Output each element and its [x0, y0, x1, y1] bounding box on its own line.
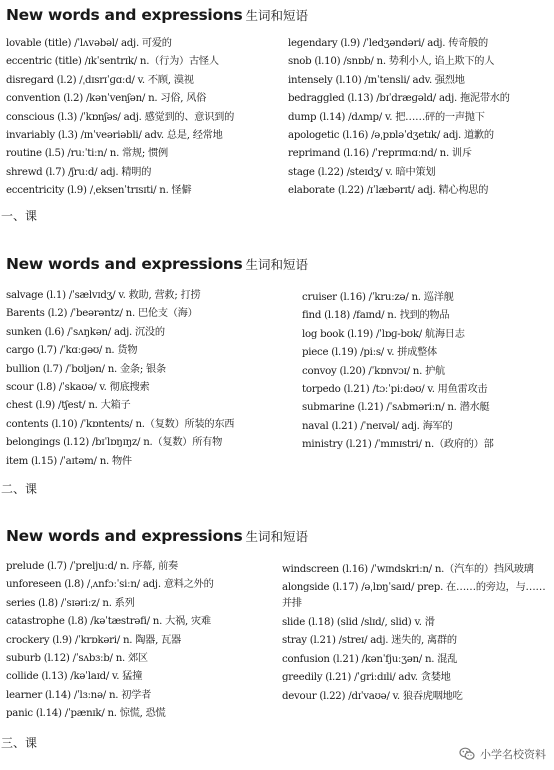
vocab-entry: convoy (l.20) /ˈkɒnvɔɪ/ n. 护航 [302, 365, 445, 377]
vocab-entry: panic (l.14) /ˈpænɪk/ n. 惊慌, 恐慌 [6, 708, 166, 720]
vocab-entry: stage (l.22) /steɪdʒ/ v. 暗中策划 [288, 166, 436, 178]
vocab-entry: eccentricity (l.9) /ˌeksenˈtrɪsɪti/ n. 怪僻 [6, 185, 192, 197]
section-heading: New words and expressions 生词和短语 [6, 527, 308, 545]
vocab-entry: chest (l.9) /tʃest/ n. 大箱子 [6, 400, 131, 412]
vocab-entry: conscious (l.3) /ˈkɒnʃəs/ adj. 感觉到的、意识到的 [6, 111, 235, 123]
right-column [282, 562, 548, 706]
vocab-entry: piece (l.19) /piːs/ v. 拼成整体 [302, 347, 437, 359]
vocab-entry: Barents (l.2) /ˈbeərəntz/ n. 巴伦支（海） [6, 308, 198, 320]
vocab-entry: slide (l.18) (slid /slɪd/, slid) v. 滑 [282, 617, 435, 628]
vocab-entry: collide (l.13) /kəˈlaɪd/ v. 猛撞 [6, 671, 143, 683]
vocab-entry: scour (l.8) /ˈskaʊə/ v. 彻底搜索 [6, 381, 150, 393]
vocab-entry: snob (l.10) /snɒb/ n. 势利小人, 谄上欺下的人 [288, 56, 495, 68]
watermark-text: 小学名校资料 [480, 748, 546, 761]
vocab-entry: apologetic (l.16) /əˌpɒləˈdʒetɪk/ adj. 道歉的 [288, 129, 494, 141]
vocab-entry: belongings (l.12) /bɪˈlɒŋɪŋz/ n.（复数）所有物 [6, 437, 223, 449]
vocab-entry: torpedo (l.21) /tɔːˈpiːdəʊ/ v. 用鱼雷攻击 [302, 383, 488, 395]
vocab-entry: find (l.18) /faɪnd/ n. 找到的物品 [302, 310, 450, 322]
section-heading: New words and expressions 生词和短语 [6, 255, 308, 273]
vocab-entry: cargo (l.7) /ˈkɑːɡəʊ/ n. 货物 [6, 345, 138, 357]
vocab-entry: naval (l.21) /ˈneɪvəl/ adj. 海军的 [302, 420, 453, 432]
vocab-entry: cruiser (l.16) /ˈkruːzə/ n. 巡洋舰 [302, 292, 454, 303]
vocab-entry: confusion (l.21) /kənˈfjuːʒən/ n. 混乱 [282, 653, 458, 665]
vocab-entry: learner (l.14) /ˈlɜːnə/ n. 初学者 [6, 689, 152, 701]
vocab-section-3 [0, 520, 554, 770]
vocab-entry: salvage (l.1) /ˈsælvɪdʒ/ v. 救助, 营救; 打捞 [6, 290, 201, 301]
left-column [6, 558, 271, 724]
vocab-entry: prelude (l.7) /ˈpreljuːd/ n. 序幕, 前奏 [6, 561, 178, 572]
vocab-entry: elaborate (l.22) /ɪˈlæbərɪt/ adj. 精心构思的 [288, 185, 489, 197]
vocab-section-2 [0, 250, 554, 510]
vocab-entry: bedraggled (l.13) /bɪˈdræɡəld/ adj. 拖泥带水的 [288, 93, 510, 105]
left-column [6, 287, 296, 471]
vocab-entry: windscreen (l.16) /ˈwɪndskriːn/ n.（汽车的）挡风玻璃 [282, 564, 534, 575]
vocab-entry: sunken (l.6) /ˈsʌŋkən/ adj. 沉没的 [6, 326, 165, 338]
vocab-entry: dump (l.14) /dʌmp/ v. 把……砰的一声抛下 [288, 111, 485, 123]
vocab-entry: series (l.8) /ˈsɪəriːz/ n. 系列 [6, 597, 135, 609]
vocab-entry: alongside (l.17) /əˌlɒŋˈsaɪd/ prep. 在……的旁边，与……并排 [282, 582, 546, 609]
vocab-entry: disregard (l.2) /ˌdɪsrɪˈɡɑːd/ v. 不顾, 漠视 [6, 74, 194, 86]
lesson-label: 三、课 [1, 736, 38, 750]
vocab-entry: submarine (l.21) /ˈsʌbməriːn/ n. 潜水艇 [302, 402, 490, 414]
vocab-entry: intensely (l.10) /ɪnˈtensli/ adv. 强烈地 [288, 74, 465, 86]
vocab-entry: log book (l.19) /ˈlɒɡ-bʊk/ 航海日志 [302, 328, 465, 340]
vocab-section-1 [0, 0, 554, 230]
left-column [6, 35, 276, 201]
vocab-entry: unforeseen (l.8) /ˌʌnfɔːˈsiːn/ adj. 意料之外的 [6, 579, 214, 591]
vocab-entry: greedily (l.21) /ˈɡriːdɪli/ adv. 贪婪地 [282, 672, 451, 684]
vocab-entry: stray (l.21) /streɪ/ adj. 迷失的, 离群的 [282, 635, 457, 647]
watermark [459, 746, 546, 762]
right-column [302, 289, 550, 455]
right-column [288, 35, 550, 201]
vocab-entry: reprimand (l.16) /ˈreprɪmɑːnd/ n. 训斥 [288, 148, 472, 160]
wechat-icon [459, 746, 475, 762]
vocab-entry: lovable (title) /ˈlʌvəbəl/ adj. 可爱的 [6, 38, 172, 49]
vocab-entry: convention (l.2) /kənˈvenʃən/ n. 习俗, 风俗 [6, 93, 207, 105]
vocab-entry: routine (l.5) /ruːˈtiːn/ n. 常规; 惯例 [6, 148, 168, 160]
lesson-label: 一、课 [1, 209, 38, 223]
lesson-label: 二、课 [1, 482, 38, 496]
vocab-entry: item (l.15) /ˈaɪtəm/ n. 物件 [6, 455, 132, 467]
vocab-entry: eccentric (title) /ɪkˈsentrɪk/ n.（行为）古怪人 [6, 56, 219, 68]
vocab-entry: crockery (l.9) /ˈkrɒkəri/ n. 陶器, 瓦器 [6, 634, 181, 646]
vocab-entry: legendary (l.9) /ˈledʒəndəri/ adj. 传奇般的 [288, 38, 488, 49]
vocab-entry: ministry (l.21) /ˈmɪnɪstri/ n.（政府的）部 [302, 439, 494, 451]
vocab-entry: devour (l.22) /dɪˈvaʊə/ v. 狼吞虎咽地吃 [282, 690, 463, 702]
vocab-entry: shrewd (l.7) /ʃruːd/ adj. 精明的 [6, 166, 152, 178]
vocab-entry: contents (l.10) /ˈkɒntents/ n.（复数）所装的东西 [6, 418, 235, 430]
vocab-entry: suburb (l.12) /ˈsʌbɜːb/ n. 郊区 [6, 652, 148, 664]
vocab-entry: invariably (l.3) /ɪnˈveəriəbli/ adv. 总是, 经常地 [6, 129, 223, 141]
vocab-entry: catastrophe (l.8) /kəˈtæstrəfi/ n. 大祸, 灾难 [6, 616, 211, 628]
vocab-entry: bullion (l.7) /ˈbʊljən/ n. 金条; 银条 [6, 363, 166, 375]
section-heading: New words and expressions 生词和短语 [6, 6, 308, 24]
